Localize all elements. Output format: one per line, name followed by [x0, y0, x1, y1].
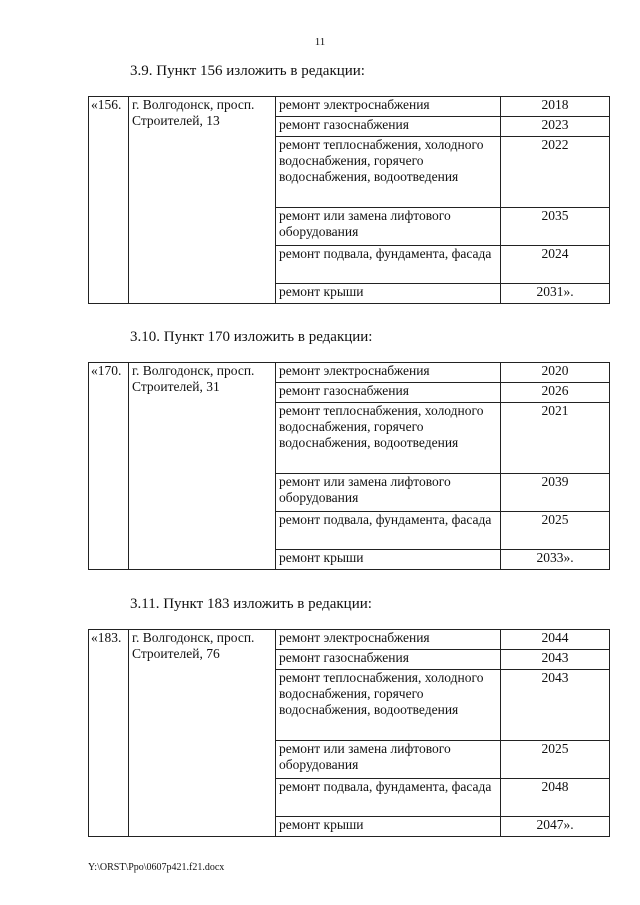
table-row	[89, 97, 610, 117]
year: 2020	[501, 363, 610, 383]
work-type: ремонт электроснабжения	[276, 97, 501, 117]
work-type: ремонт теплоснабжения, холодного водоснабжения, горячего водоснабжения, водоотведения	[276, 403, 501, 474]
year: 2021	[501, 403, 610, 474]
year: 2018	[501, 97, 610, 117]
table-row	[89, 630, 610, 650]
item-number: «156.	[89, 97, 129, 304]
item-number: «183.	[89, 630, 129, 837]
work-type: ремонт подвала, фундамента, фасада	[276, 246, 501, 284]
year: 2043	[501, 650, 610, 670]
page-number: 11	[314, 36, 326, 48]
item-number: «170.	[89, 363, 129, 570]
repair-table	[88, 96, 610, 304]
year: 2025	[501, 512, 610, 550]
work-type: ремонт подвала, фундамента, фасада	[276, 512, 501, 550]
work-type: ремонт или замена лифтового оборудования	[276, 474, 501, 512]
work-type: ремонт газоснабжения	[276, 117, 501, 137]
work-type: ремонт электроснабжения	[276, 630, 501, 650]
year: 2048	[501, 779, 610, 817]
repair-table	[88, 362, 610, 570]
work-type: ремонт электроснабжения	[276, 363, 501, 383]
work-type: ремонт теплоснабжения, холодного водоснабжения, горячего водоснабжения, водоотведения	[276, 137, 501, 208]
section-heading: 3.9. Пункт 156 изложить в редакции:	[130, 63, 365, 79]
year: 2024	[501, 246, 610, 284]
work-type: ремонт газоснабжения	[276, 650, 501, 670]
table-row	[89, 363, 610, 383]
year: 2025	[501, 741, 610, 779]
work-type: ремонт теплоснабжения, холодного водоснабжения, горячего водоснабжения, водоотведения	[276, 670, 501, 741]
year: 2031».	[501, 284, 610, 304]
work-type: ремонт газоснабжения	[276, 383, 501, 403]
year: 2022	[501, 137, 610, 208]
address: г. Волгодонск, просп. Строителей, 76	[129, 630, 276, 837]
address: г. Волгодонск, просп. Строителей, 31	[129, 363, 276, 570]
section-heading: 3.10. Пункт 170 изложить в редакции:	[130, 329, 373, 345]
year: 2023	[501, 117, 610, 137]
work-type: ремонт крыши	[276, 284, 501, 304]
work-type: ремонт крыши	[276, 550, 501, 570]
section-heading: 3.11. Пункт 183 изложить в редакции:	[130, 596, 372, 612]
year: 2033».	[501, 550, 610, 570]
work-type: ремонт или замена лифтового оборудования	[276, 208, 501, 246]
address: г. Волгодонск, просп. Строителей, 13	[129, 97, 276, 304]
work-type: ремонт подвала, фундамента, фасада	[276, 779, 501, 817]
year: 2039	[501, 474, 610, 512]
footer-file-path: Y:\ORST\Ppo\0607p421.f21.docx	[88, 862, 225, 873]
year: 2026	[501, 383, 610, 403]
year: 2047».	[501, 817, 610, 837]
work-type: ремонт или замена лифтового оборудования	[276, 741, 501, 779]
year: 2044	[501, 630, 610, 650]
work-type: ремонт крыши	[276, 817, 501, 837]
repair-table	[88, 629, 610, 837]
year: 2035	[501, 208, 610, 246]
year: 2043	[501, 670, 610, 741]
